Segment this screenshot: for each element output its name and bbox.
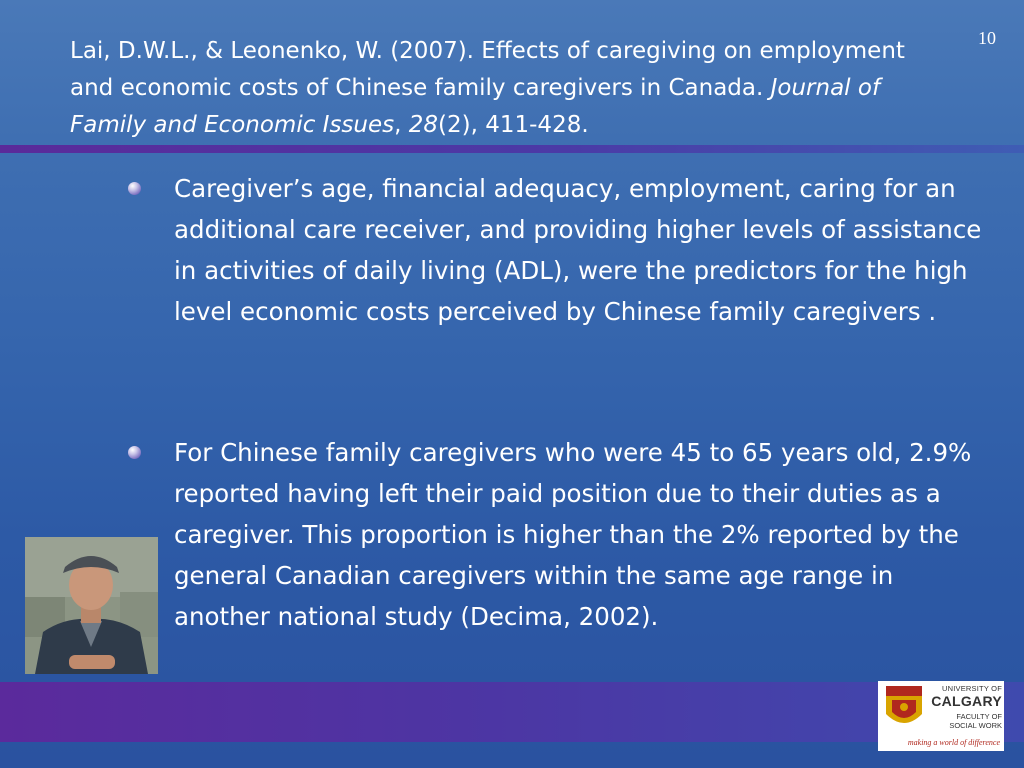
logo-university-of: UNIVERSITY OF [942, 684, 1002, 693]
logo-faculty-line2: SOCIAL WORK [949, 721, 1002, 730]
crest-icon [882, 684, 926, 736]
logo-calgary: CALGARY [931, 693, 1002, 709]
bullet-text: Caregiver’s age, financial adequacy, employment, caring for an additional care receiver, and providing higher levels of assistance in activities of daily living (ADL), were the predictors for the high level economic costs perceived by Chinese family caregivers . [174, 174, 982, 326]
slide-title [70, 33, 950, 144]
citation-sep: , [394, 112, 409, 138]
elderly-man-illustration [25, 537, 158, 674]
elderly-man-photo [25, 537, 158, 674]
citation-volume: 28 [408, 112, 439, 138]
citation-journal: Journal of Family and Economic Issues [70, 75, 881, 138]
citation-authors: Lai, D.W.L., & Leonenko, W. (2007). Effects of caregiving on employment and economic costs of Chinese family caregivers in Canada. [70, 38, 905, 101]
bullet-item [174, 432, 994, 637]
bullet-item [174, 168, 994, 332]
logo-tagline: making a world of difference [907, 738, 1000, 747]
bullet-text: For Chinese family caregivers who were 45 to 65 years old, 2.9% reported having left their paid position due to their duties as a caregiver. This proportion is higher than the 2% reported by the general Canadian caregivers within the same age range in another national study (Decima, 2002). [174, 438, 972, 631]
citation-issue-pages: (2), 411-428. [438, 112, 589, 138]
logo-faculty-line1: FACULTY OF [956, 712, 1002, 721]
title-divider [0, 145, 1024, 153]
university-logo [878, 681, 1004, 751]
bottom-band [0, 682, 1024, 742]
bullet-dot-icon [128, 446, 141, 459]
bullet-dot-icon [128, 182, 141, 195]
slide-number: 10 [978, 28, 996, 48]
